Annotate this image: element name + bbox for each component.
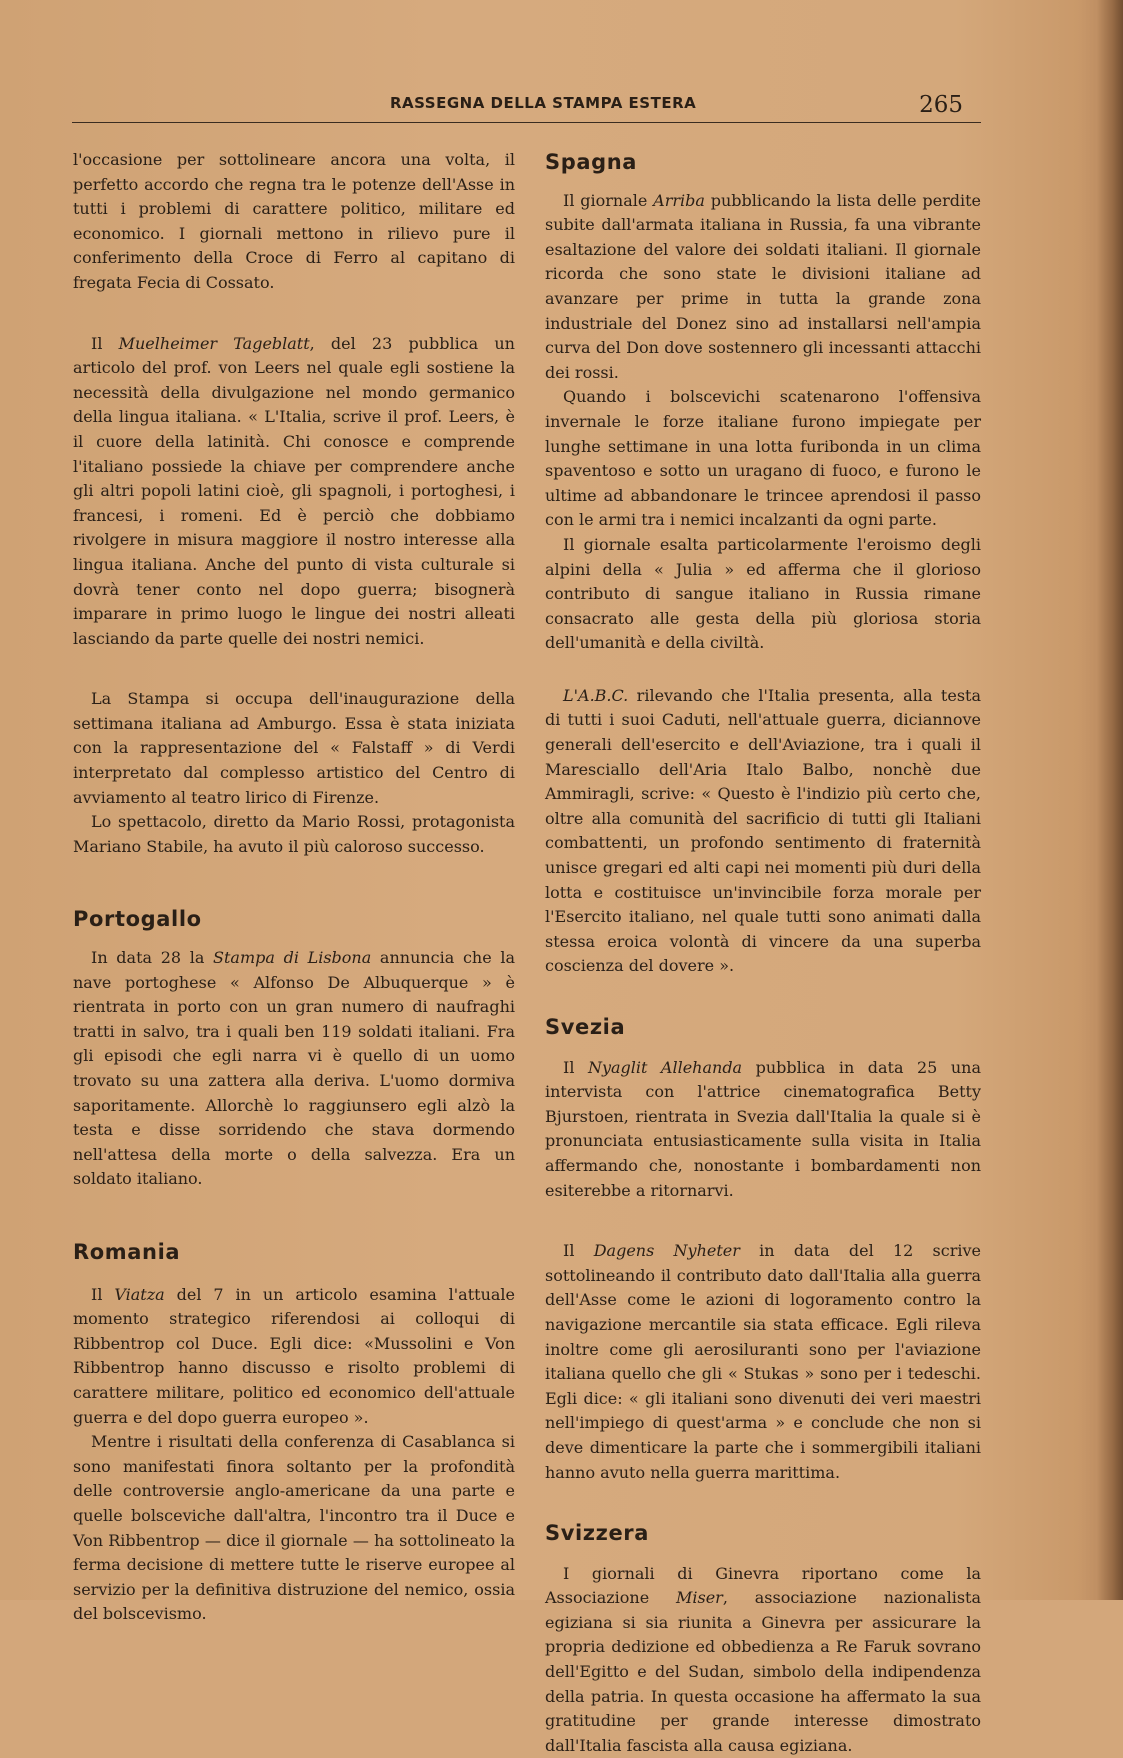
newspaper-name: L'A.B.C. xyxy=(563,685,629,705)
paragraph-ginevra: I giornali di Ginevra riportano come la Associazione Miser, associazione nazionalista egiziana si sia riunita a Ginevra per assicurare la propria dedizione ed obbedienza a Re Faruk sovrano dell'Egitto e del Sudan, simbolo della indipendenza della patria. In questa occasione ha affermato la sua gratitudine per grande interesse dimostrato dall'Italia fascista alla causa egiziana. xyxy=(545,1563,981,1755)
paragraph-dagens: Il Dagens Nyheter in data del 12 scrive sottolineando il contributo dato dall'Italia alla guerra dell'Asse come le azioni di logoramento contro la navigazione mercantile sia stata efficace. Egli rileva inoltre come gli aerosiluranti sono per l'aviazione italiana quello che gli « Stukas » sono per i tedeschi. Egli dice: « gli italiani sono divenuti dei veri maestri nell'impiego di quest'arma » e conclude che non si deve dimenticare la parte che i sommergibili italiani hanno avuto nella guerra marittima. xyxy=(545,1241,982,1482)
paragraph-portogallo: In data 28 la Stampa di Lisbona annuncia che la nave portoghese « Alfonso De Albuquerque » è rientrata in porto con un gran numero di naufraghi tratti in salvo, tra i quali ben 119 soldati italiani. Fra gli episodi che egli narra vi è quello di un uomo trovato su una zattera alla deriva. L'uomo dormiva saporitamente. Allorchè lo raggiunsero egli alzò la testa e disse sorridendo che stava dormendo nell'attesa della morte o della salvezza. Era un soldato italiano. xyxy=(73,948,516,1189)
header-title: RASSEGNA DELLA STAMPA ESTERA xyxy=(390,94,697,112)
paragraph-muelheimer: Il Muelheimer Tageblatt, del 23 pubblica un articolo del prof. von Leers nel quale egli sostiene la necessità della divulgazione nel mondo germanico della lingua italiana. « L'Italia, scrive il prof. Leers, è il cuore della latinità. Chi conosce e comprende l'italiano possiede la chiave per comprendere anche gli altri popoli latini cioè, gli spagnoli, i portoghesi, i francesi, i romeni. Ed è perciò che dobbiamo rivolgere in misura maggiore il nostro interesse alla lingua italiana. Anche del punto di vista culturale si dovrà tener conto nel dopo guerra; bisognerà imparare in primo luogo le lingue dei nostri alleati lasciando da parte quelle dei nostri nemici. xyxy=(73,333,515,648)
running-header xyxy=(72,88,981,123)
section-heading-portogallo: Portogallo xyxy=(73,907,202,932)
paragraph-abc: L'A.B.C. rilevando che l'Italia presenta, alla testa di tutti i suoi Caduti, nell'attuale guerra, diciannove generali dell'esercito e dell'Aviazione, tra i quali il Maresciallo dell'Aria Italo Balbo, nonchè due Ammiragli, scrive: « Questo è l'indizio più certo che, oltre alla comunità del sacrificio di tutti gli Italiani combattenti, un profondo sentimento di fraternità unisce gregari ed alti capi nei momenti più duri della lotta e costituisce un'invincibile forza morale per l'Esercito italiano, nel quale tutti sono animati dalla stessa eroica volontà di vincere da una superba coscienza del dovere ». xyxy=(545,685,981,976)
paragraph-viatza: Il Viatza del 7 in un articolo esamina l'attuale momento strategico riferendosi ai colloqui di Ribbentrop col Duce. Egli dice: «Mussolini e Von Ribbentrop hanno discusso e risolto problemi di carattere militare, politico ed economico dell'attuale guerra e del dopo guerra europeo ». xyxy=(73,1284,515,1427)
paragraph-spettacolo: Lo spettacolo, diretto da Mario Rossi, protagonista Mariano Stabile, ha avuto il più caloroso successo. xyxy=(73,812,515,856)
page-number: 265 xyxy=(919,92,963,118)
section-heading-svizzera: Svizzera xyxy=(545,1521,650,1546)
paragraph-offensiva: Quando i bolscevichi scatenarono l'offensiva invernale le forze italiane furono impiegate per lunghe settimane in una lotta furibonda in un clima spaventoso e sotto un uragano di fuoco, e furono le ultime ad abbandonare le trincee aprendosi il passo con le armi tra i nemici incalzanti da ogni parte. xyxy=(545,387,981,530)
association-name: Miser xyxy=(676,1588,723,1608)
page-edge-shadow xyxy=(1097,0,1123,1600)
section-heading-svezia: Svezia xyxy=(545,1015,626,1039)
newspaper-name: Dagens Nyheter xyxy=(593,1241,740,1261)
paragraph-arriba: Il giornale Arriba pubblicando la lista delle perdite subite dall'armata italiana in Russia, fa una vibrante esaltazione del valore dei soldati italiani. Il giornale ricorda che sono state le divisioni italiane ad avanzare per prime in tutta la grande zona industriale del Donez sino ad installarsi nell'ampia curva del Don dove sostennero gli incessanti attacchi dei rossi. xyxy=(545,190,981,382)
section-heading-romania: Romania xyxy=(73,1239,181,1264)
newspaper-name: Viatza xyxy=(114,1284,165,1304)
paragraph-la-stampa: La Stampa si occupa dell'inaugurazione della settimana italiana ad Amburgo. Essa è stata iniziata con la rappresentazione del « Falstaff » di Verdi interpretato dal complesso artistico del Centro di avviamento al teatro lirico di Firenze. xyxy=(73,689,515,807)
newspaper-name: Arriba xyxy=(653,190,705,210)
paragraph-casablanca: Mentre i risultati della conferenza di Casablanca si sono manifestati finora soltanto per la profondità delle controversie anglo-americane da una parte e quelle bolsceviche dall'altra, l'incontro tra il Duce e Von Ribbentrop — dice il giornale — ha sottolineato la ferma decisione di mettere tutte le riserve europee al servizio per la definitiva distruzione del nemico, ossia del bolscevismo. xyxy=(73,1432,515,1624)
newspaper-name: Muelheimer Tageblatt xyxy=(118,333,310,353)
newspaper-name: Nyaglit Allehanda xyxy=(587,1057,743,1077)
section-heading-spagna: Spagna xyxy=(545,150,638,174)
paragraph-nyaglit: Il Nyaglit Allehanda pubblica in data 25 una intervista con l'attrice cinematografica Betty Bjurstoen, rientrata in Svezia dall'Italia la quale si è pronunciata entusiasticamente sulla visita in Italia affermando che, nonostante i bombardamenti non esiterebbe a ritornarvi. xyxy=(545,1057,982,1200)
newspaper-name: Stampa di Lisbona xyxy=(213,948,372,968)
right-column xyxy=(545,150,981,1758)
paragraph-julia: Il giornale esalta particolarmente l'eroismo degli alpini della « Julia » ed afferma che il glorioso contributo di sangue italiano in Russia rimane consacrato alle gesta della più gloriosa storia dell'umanità e della civiltà. xyxy=(545,534,981,653)
paragraph-asse: l'occasione per sottolineare ancora una volta, il perfetto accordo che regna tra le potenze dell'Asse in tutti i problemi di carattere politico, militare ed economico. I giornali mettono in rilievo pure il conferimento della Croce di Ferro al capitano di fregata Fecia di Cossato. xyxy=(73,150,515,292)
left-column xyxy=(73,148,515,1627)
